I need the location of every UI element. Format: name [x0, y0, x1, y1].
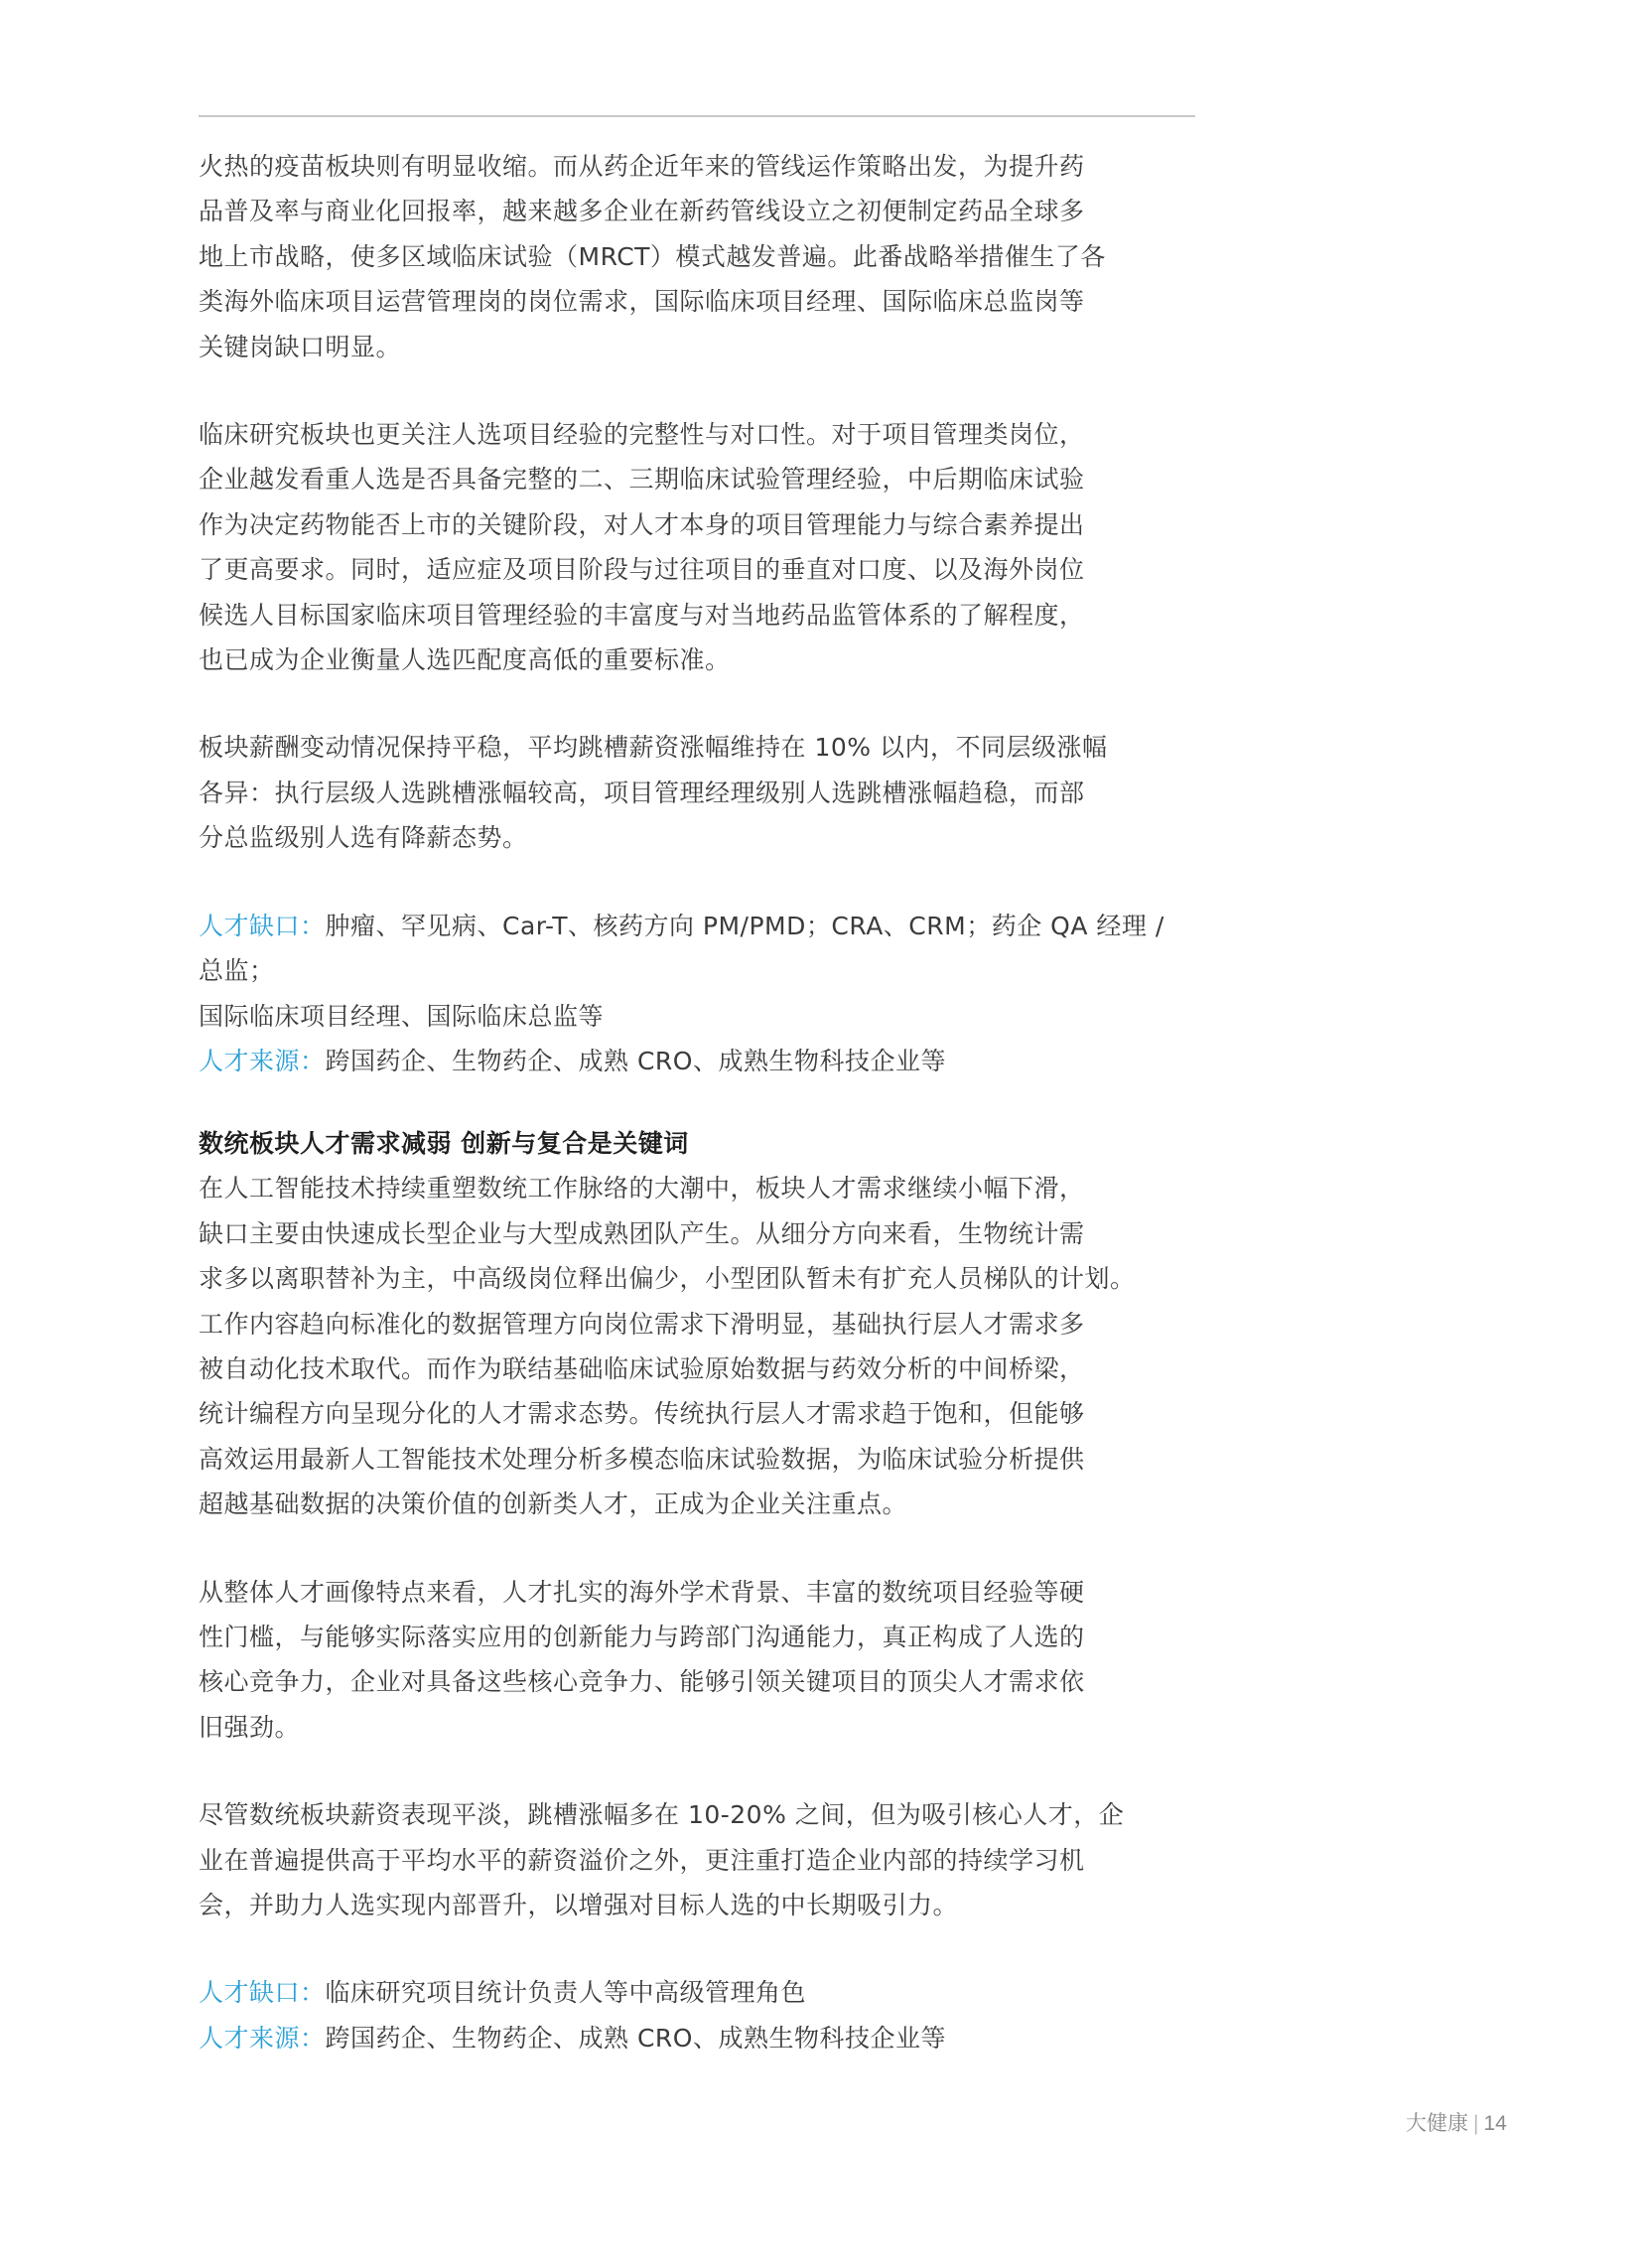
text-line: 也已成为企业衡量人选匹配度高低的重要标准。: [199, 645, 731, 675]
text-line: 关键岗缺口明显。: [199, 332, 402, 361]
text-line: 核心竞争力，企业对具备这些核心竞争力、能够引领关键项目的顶尖人才需求依: [199, 1667, 1085, 1697]
text-line: 各异：执行层级人选跳槽涨幅较高，项目管理经理级别人选跳槽涨幅趋稳，而部: [199, 778, 1085, 807]
text-line: 求多以离职替补为主，中高级岗位释出偏少，小型团队暂未有扩充人员梯队的计划。: [199, 1264, 1136, 1294]
talent-gap-label: 人才缺口：: [199, 911, 326, 940]
text-line: 业在普遍提供高于平均水平的薪资溢价之外，更注重打造企业内部的持续学习机: [199, 1845, 1085, 1875]
text-line: 工作内容趋向标准化的数据管理方向岗位需求下滑明显，基础执行层人才需求多: [199, 1309, 1085, 1339]
text-line: 统计编程方向呈现分化的人才需求态势。传统执行层人才需求趋于饱和，但能够: [199, 1399, 1085, 1429]
talent-gap-value: 肿瘤、罕见病、Car-T、核药方向 PM/PMD；CRA、CRM；药企 QA 经理 / 总监；: [199, 911, 1164, 986]
page-footer: [1406, 2107, 1507, 2137]
talent-gap-value: 临床研究项目统计负责人等中高级管理角色: [325, 1978, 807, 2008]
talent-source-label: 人才来源：: [199, 2023, 326, 2053]
text-line: 尽管数统板块薪资表现平淡，跳槽涨幅多在 10-20% 之间，但为吸引核心人才，企: [199, 1800, 1125, 1830]
text-line: 超越基础数据的决策价值的创新类人才，正成为企业关注重点。: [199, 1489, 908, 1519]
talent-source-block: [199, 1039, 1195, 1083]
paragraph-salary-2: [199, 1792, 1195, 1927]
talent-gap-block-2: [199, 1970, 1195, 2015]
paragraph-clinical-research: [199, 412, 1195, 682]
top-divider: [199, 115, 1195, 117]
paragraph-data-stats: [199, 1166, 1195, 1526]
text-line: 会，并助力人选实现内部晋升，以增强对目标人选的中长期吸引力。: [199, 1891, 959, 1919]
page-number: 14: [1483, 2112, 1507, 2135]
text-line: 了更高要求。同时，适应症及项目阶段与过往项目的垂直对口度、以及海外岗位: [199, 555, 1085, 585]
text-line: 临床研究板块也更关注人选项目经验的完整性与对口性。对于项目管理类岗位，: [199, 420, 1085, 450]
footer-separator: |: [1473, 2112, 1479, 2135]
talent-source-block-2: [199, 2016, 1195, 2060]
talent-source-value: 跨国药企、生物药企、成熟 CRO、成熟生物科技企业等: [325, 1046, 946, 1075]
talent-source-label: 人才来源：: [199, 1046, 326, 1075]
text-line: 在人工智能技术持续重塑数统工作脉络的大潮中，板块人才需求继续小幅下滑，: [199, 1174, 1085, 1204]
talent-gap-value-cont: 国际临床项目经理、国际临床总监等: [199, 1001, 605, 1031]
talent-gap-label: 人才缺口：: [199, 1978, 326, 2008]
text-line: 企业越发看重人选是否具备完整的二、三期临床试验管理经验，中后期临床试验: [199, 465, 1085, 495]
paragraph-talent-profile: [199, 1570, 1195, 1751]
text-line: 候选人目标国家临床项目管理经验的丰富度与对当地药品监管体系的了解程度，: [199, 600, 1085, 630]
text-line: 分总监级别人选有降薪态势。: [199, 823, 528, 853]
text-line: 火热的疫苗板块则有明显收缩。而从药企近年来的管线运作策略出发，为提升药: [199, 152, 1085, 181]
text-line: 品普及率与商业化回报率，越来越多企业在新药管线设立之初便制定药品全球多: [199, 197, 1085, 226]
text-line: 高效运用最新人工智能技术处理分析多模态临床试验数据，为临床试验分析提供: [199, 1444, 1085, 1474]
text-line: 类海外临床项目运营管理岗的岗位需求，国际临床项目经理、国际临床总监岗等: [199, 287, 1085, 317]
text-line: 作为决定药物能否上市的关键阶段，对人才本身的项目管理能力与综合素养提出: [199, 509, 1085, 539]
section-heading: 数统板块人才需求减弱 创新与复合是关键词: [199, 1129, 689, 1159]
text-line: 地上市战略，使多区域临床试验（MRCT）模式越发普遍。此番战略举措催生了各: [199, 241, 1106, 271]
talent-gap-block: [199, 904, 1195, 1039]
footer-section-name: 大健康: [1406, 2112, 1468, 2135]
text-line: 被自动化技术取代。而作为联结基础临床试验原始数据与药效分析的中间桥梁，: [199, 1353, 1085, 1383]
paragraph-salary: [199, 725, 1195, 860]
text-line: 从整体人才画像特点来看，人才扎实的海外学术背景、丰富的数统项目经验等硬: [199, 1577, 1085, 1607]
text-line: 性门槛，与能够实际落实应用的创新能力与跨部门沟通能力，真正构成了人选的: [199, 1622, 1085, 1651]
text-line: 旧强劲。: [199, 1712, 301, 1742]
page-content: [199, 144, 1195, 2060]
text-line: 缺口主要由快速成长型企业与大型成熟团队产生。从细分方向来看，生物统计需: [199, 1218, 1085, 1248]
talent-source-value: 跨国药企、生物药企、成熟 CRO、成熟生物科技企业等: [325, 2023, 946, 2053]
paragraph-vaccine: [199, 144, 1195, 369]
text-line: 板块薪酬变动情况保持平稳，平均跳槽薪资涨幅维持在 10% 以内，不同层级涨幅: [199, 733, 1108, 763]
